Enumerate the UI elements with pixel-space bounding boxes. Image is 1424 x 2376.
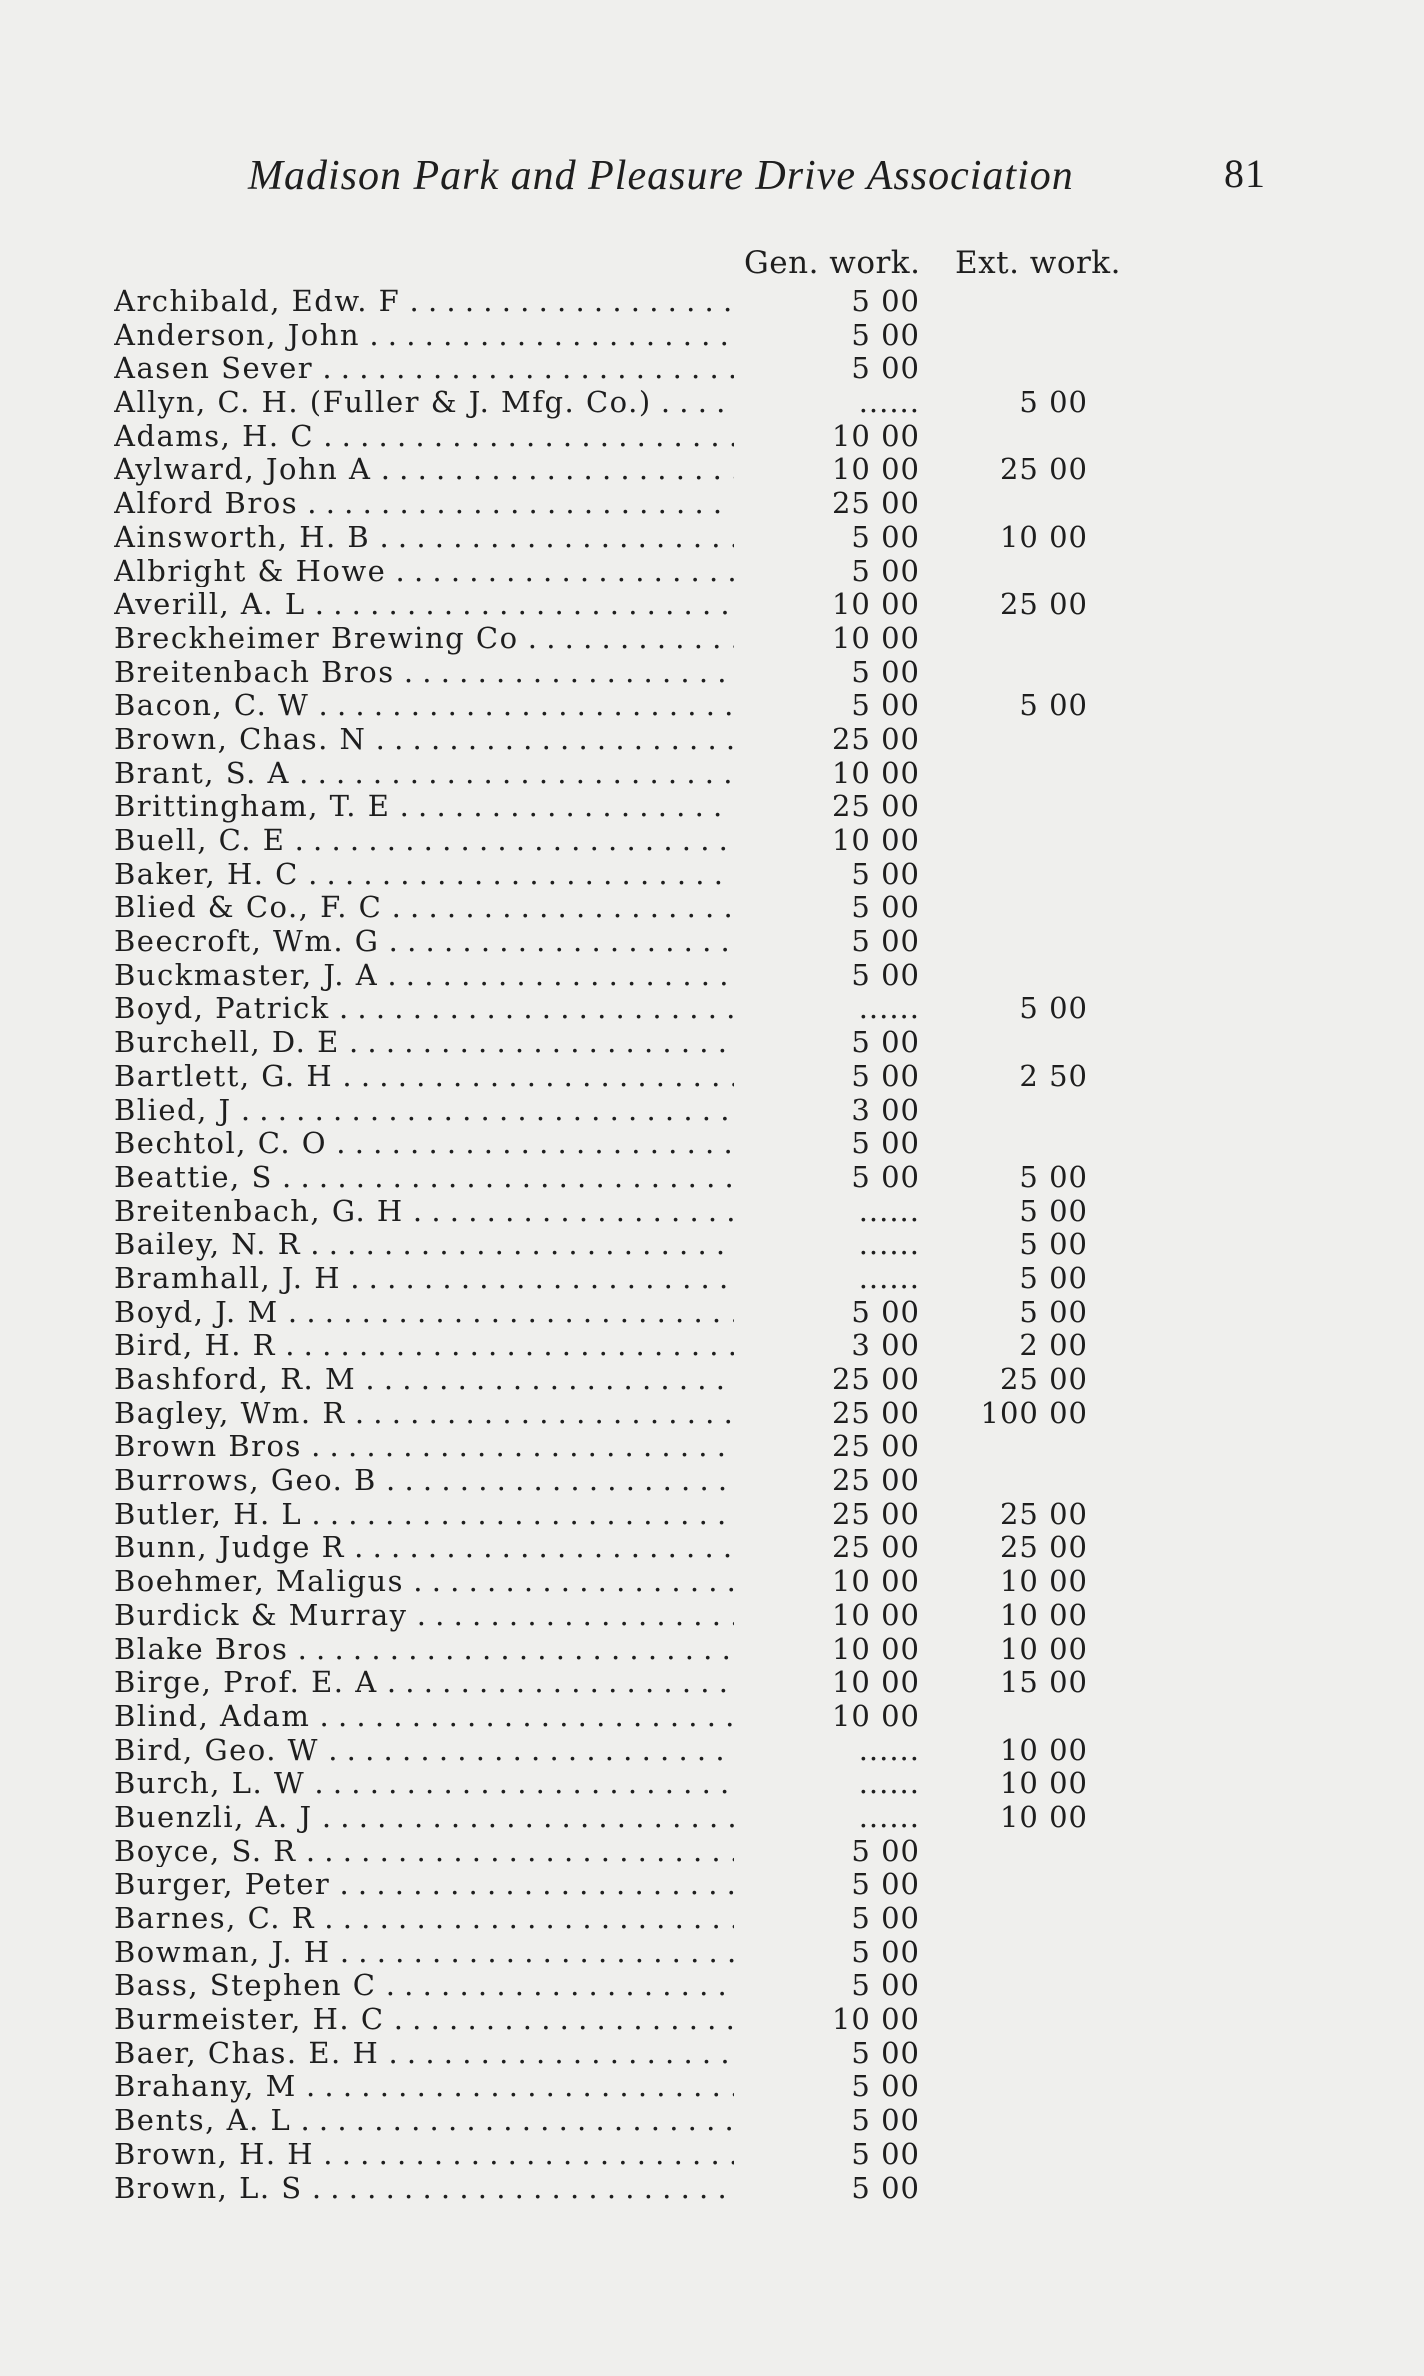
- extra-work-amount: 10 00: [999, 1597, 1088, 1632]
- subscriber-name: [114, 1800, 734, 1834]
- list-item: [0, 2137, 1424, 2171]
- subscriber-name-text: Alford Bros: [114, 486, 299, 521]
- general-work-amount: 5 00: [851, 1833, 920, 1868]
- subscriber-name-text: Baer, Chas. E. H: [114, 2035, 380, 2070]
- subscriber-name: [114, 1834, 734, 1868]
- general-work-amount: 5 00: [851, 856, 920, 891]
- subscriber-name-text: Butler, H. L: [114, 1496, 303, 1531]
- list-item: [0, 1093, 1424, 1127]
- general-work-amount: 5 00: [851, 2170, 920, 2205]
- list-item: [0, 1328, 1424, 1362]
- subscriber-name-text: Adams, H. C: [114, 418, 315, 453]
- general-work-amount: 5 00: [851, 2103, 920, 2138]
- list-item: [0, 1699, 1424, 1733]
- subscriber-name-text: Aylward, John A: [114, 452, 372, 487]
- list-item: [0, 1396, 1424, 1430]
- general-work-amount: ......: [858, 1799, 920, 1834]
- subscriber-name: [114, 1935, 734, 1969]
- list-item: [0, 1867, 1424, 1901]
- subscriber-name-text: Allyn, C. H. (Fuller & J. Mfg. Co.): [114, 385, 652, 420]
- page-number: 81: [1224, 151, 1266, 196]
- subscriber-name: [114, 1564, 734, 1598]
- subscriber-name: [114, 890, 734, 924]
- subscriber-name-text: Brown, Chas. N: [114, 721, 367, 756]
- list-item: [0, 520, 1424, 554]
- subscriber-name: [114, 486, 734, 520]
- subscriber-name-text: Burger, Peter: [114, 1867, 331, 1902]
- subscriber-name-text: Beecroft, Wm. G: [114, 924, 380, 959]
- list-item: [0, 1632, 1424, 1666]
- list-item: [0, 621, 1424, 655]
- subscriber-name-text: Buckmaster, J. A: [114, 957, 379, 992]
- general-work-amount: 5 00: [851, 1934, 920, 1969]
- general-work-amount: 25 00: [831, 721, 920, 756]
- list-item: [0, 1160, 1424, 1194]
- subscriber-name-text: Burch, L. W: [114, 1766, 306, 1801]
- general-work-amount: 5 00: [851, 351, 920, 386]
- subscriber-name: [114, 318, 734, 352]
- subscriber-name: [114, 1328, 734, 1362]
- subscriber-name-text: Bass, Stephen C: [114, 1968, 377, 2003]
- extra-work-amount: 25 00: [999, 1530, 1088, 1565]
- list-item: [0, 1227, 1424, 1261]
- running-header-title: Madison Park and Pleasure Drive Association: [248, 153, 1074, 199]
- subscriber-name-text: Brant, S. A: [114, 755, 290, 790]
- general-work-amount: ......: [858, 1732, 920, 1767]
- subscriber-name-text: Brown Bros: [114, 1429, 302, 1464]
- list-item: [0, 1194, 1424, 1228]
- subscriber-name: [114, 1126, 734, 1160]
- general-work-amount: 25 00: [831, 1530, 920, 1565]
- subscriber-name: [114, 924, 734, 958]
- subscriber-name: [114, 554, 734, 588]
- list-item: [0, 1295, 1424, 1329]
- general-work-amount: 5 00: [851, 1159, 920, 1194]
- subscriber-name: [114, 2036, 734, 2070]
- subscriber-name: [114, 1396, 734, 1430]
- extra-work-amount: 15 00: [999, 1665, 1088, 1700]
- general-work-amount: 25 00: [831, 1463, 920, 1498]
- subscriber-name: [114, 587, 734, 621]
- general-work-amount: 3 00: [851, 1092, 920, 1127]
- general-work-amount: ......: [858, 1193, 920, 1228]
- subscriber-name: [114, 991, 734, 1025]
- general-work-amount: 25 00: [831, 1496, 920, 1531]
- subscriber-name: [114, 351, 734, 385]
- extra-work-amount: 25 00: [999, 1362, 1088, 1396]
- subscriber-name: [114, 621, 734, 655]
- subscriber-name: [114, 2137, 734, 2171]
- general-work-amount: 5 00: [851, 688, 920, 723]
- list-item: [0, 1598, 1424, 1632]
- extra-work-amount: 5 00: [1019, 1193, 1088, 1228]
- general-work-amount: 25 00: [831, 1395, 920, 1430]
- general-work-amount: 25 00: [831, 1429, 920, 1464]
- extra-work-amount: 100 00: [980, 1395, 1088, 1430]
- list-item: [0, 2036, 1424, 2070]
- subscriber-name: [114, 1025, 734, 1059]
- subscriber-name-text: Boyce, S. R: [114, 1833, 297, 1868]
- list-item: [0, 385, 1424, 419]
- subscriber-name: [114, 958, 734, 992]
- list-item: [0, 688, 1424, 722]
- subscriber-name: [114, 1059, 734, 1093]
- subscriber-name-text: Burmeister, H. C: [114, 2002, 385, 2037]
- list-item: [0, 722, 1424, 756]
- list-item: [0, 2171, 1424, 2205]
- extra-work-amount: 5 00: [1019, 1159, 1088, 1194]
- subscriber-name: [114, 1295, 734, 1329]
- subscriber-name: [114, 1160, 734, 1194]
- general-work-amount: 10 00: [831, 1631, 920, 1666]
- list-item: [0, 1126, 1424, 1160]
- subscriber-name-text: Burdick & Murray: [114, 1597, 408, 1632]
- extra-work-amount: 5 00: [1019, 385, 1088, 420]
- general-work-amount: 10 00: [831, 755, 920, 790]
- general-work-amount: 5 00: [851, 924, 920, 959]
- general-work-amount: 10 00: [831, 1698, 920, 1733]
- general-work-amount: 5 00: [851, 2136, 920, 2171]
- column-header-general-work: Gen. work.: [744, 245, 921, 281]
- subscriber-name-text: Bird, Geo. W: [114, 1732, 319, 1767]
- list-item: [0, 1025, 1424, 1059]
- list-item: [0, 554, 1424, 588]
- general-work-amount: 10 00: [831, 1564, 920, 1599]
- subscriber-name: [114, 1530, 734, 1564]
- general-work-amount: ......: [858, 1766, 920, 1801]
- subscriber-name-text: Burchell, D. E: [114, 1025, 340, 1060]
- list-item: [0, 1935, 1424, 1969]
- subscriber-name-text: Bailey, N. R: [114, 1227, 302, 1262]
- general-work-amount: 5 00: [851, 2035, 920, 2070]
- list-item: [0, 823, 1424, 857]
- subscriber-name: [114, 452, 734, 486]
- list-item: [0, 857, 1424, 891]
- subscriber-name: [114, 1093, 734, 1127]
- subscriber-name-text: Blied, J: [114, 1092, 232, 1127]
- subscriber-name: [114, 2103, 734, 2137]
- subscriber-name-text: Bechtol, C. O: [114, 1126, 328, 1161]
- subscriber-name-text: Bramhall, J. H: [114, 1260, 342, 1295]
- list-item: [0, 1429, 1424, 1463]
- general-work-amount: 5 00: [851, 1901, 920, 1935]
- extra-work-amount: 10 00: [999, 1732, 1088, 1767]
- list-item: [0, 284, 1424, 318]
- extra-work-amount: 5 00: [1019, 991, 1088, 1026]
- list-item: [0, 655, 1424, 689]
- extra-work-amount: 5 00: [1019, 1294, 1088, 1329]
- subscriber-name-text: Barnes, C. R: [114, 1901, 316, 1935]
- subscriber-name-text: Anderson, John: [114, 317, 361, 352]
- subscriber-name-text: Birge, Prof. E. A: [114, 1665, 378, 1700]
- general-work-amount: ......: [858, 1227, 920, 1262]
- list-item: [0, 318, 1424, 352]
- subscriber-name-text: Beattie, S: [114, 1159, 273, 1194]
- subscriber-name-text: Bagley, Wm. R: [114, 1395, 346, 1430]
- list-item: [0, 452, 1424, 486]
- general-work-amount: 5 00: [851, 519, 920, 554]
- extra-work-amount: 5 00: [1019, 1227, 1088, 1262]
- list-item: [0, 351, 1424, 385]
- general-work-amount: 10 00: [831, 418, 920, 453]
- subscriber-name-text: Bunn, Judge R: [114, 1530, 345, 1565]
- list-item: [0, 1901, 1424, 1935]
- subscriber-name: [114, 1968, 734, 2002]
- subscriber-name: [114, 688, 734, 722]
- list-item: [0, 2002, 1424, 2036]
- subscriber-name-text: Bashford, R. M: [114, 1362, 357, 1396]
- extra-work-amount: 10 00: [999, 1799, 1088, 1834]
- general-work-amount: 5 00: [851, 317, 920, 352]
- list-item: [0, 1497, 1424, 1531]
- general-work-amount: 5 00: [851, 890, 920, 925]
- subscriber-name-text: Bartlett, G. H: [114, 1058, 334, 1093]
- general-work-amount: 10 00: [831, 2002, 920, 2037]
- general-work-amount: 5 00: [851, 1867, 920, 1902]
- list-item: [0, 756, 1424, 790]
- list-item: [0, 991, 1424, 1025]
- list-item: [0, 1968, 1424, 2002]
- extra-work-amount: 2 50: [1019, 1058, 1088, 1093]
- general-work-amount: 10 00: [831, 587, 920, 622]
- list-item: [0, 1766, 1424, 1800]
- list-item: [0, 1564, 1424, 1598]
- extra-work-amount: 5 00: [1019, 688, 1088, 723]
- general-work-amount: 10 00: [831, 620, 920, 655]
- subscriber-name: [114, 284, 734, 318]
- subscriber-name-text: Brahany, M: [114, 2069, 297, 2104]
- general-work-amount: 10 00: [831, 823, 920, 857]
- subscriber-name: [114, 857, 734, 891]
- list-item: [0, 1362, 1424, 1396]
- general-work-amount: 25 00: [831, 486, 920, 521]
- subscriber-name: [114, 2069, 734, 2103]
- general-work-amount: 5 00: [851, 1294, 920, 1329]
- subscriber-name-text: Ainsworth, H. B: [114, 519, 371, 554]
- general-work-amount: 10 00: [831, 452, 920, 487]
- list-item: [0, 1463, 1424, 1497]
- list-item: [0, 1261, 1424, 1295]
- list-item: [0, 1059, 1424, 1093]
- subscriber-name: [114, 1362, 734, 1396]
- subscriber-name-text: Boyd, J. M: [114, 1294, 279, 1329]
- subscriber-name: [114, 2171, 734, 2205]
- general-work-amount: 5 00: [851, 1126, 920, 1161]
- general-work-amount: 10 00: [831, 1597, 920, 1632]
- subscriber-name: [114, 1598, 734, 1632]
- subscriber-name-text: Aasen Sever: [114, 351, 314, 386]
- subscriber-name-text: Breitenbach, G. H: [114, 1193, 404, 1228]
- subscriber-name: [114, 722, 734, 756]
- subscriber-name-text: Boyd, Patrick: [114, 991, 330, 1026]
- extra-work-amount: 10 00: [999, 519, 1088, 554]
- subscriber-name: [114, 1867, 734, 1901]
- general-work-amount: 5 00: [851, 654, 920, 689]
- subscriber-name: [114, 1463, 734, 1497]
- extra-work-amount: 10 00: [999, 1631, 1088, 1666]
- extra-work-amount: 25 00: [999, 452, 1088, 487]
- general-work-amount: 5 00: [851, 1058, 920, 1093]
- subscriber-name-text: Brown, H. H: [114, 2136, 315, 2171]
- subscriber-name-text: Albright & Howe: [114, 553, 387, 588]
- subscriber-name: [114, 1733, 734, 1767]
- subscriber-name: [114, 1227, 734, 1261]
- extra-work-amount: 2 00: [1019, 1328, 1088, 1363]
- subscriber-name: [114, 1497, 734, 1531]
- subscriber-name-text: Boehmer, Maligus: [114, 1564, 405, 1599]
- list-item: [0, 789, 1424, 823]
- general-work-amount: 5 00: [851, 2069, 920, 2104]
- subscriber-name: [114, 1665, 734, 1699]
- general-work-amount: ......: [858, 1260, 920, 1295]
- list-item: [0, 1530, 1424, 1564]
- subscriber-name-text: Blied & Co., F. C: [114, 890, 383, 925]
- subscriber-name: [114, 1261, 734, 1295]
- column-header-extra-work: Ext. work.: [955, 245, 1121, 281]
- list-item: [0, 890, 1424, 924]
- list-item: [0, 1834, 1424, 1868]
- extra-work-amount: 25 00: [999, 1496, 1088, 1531]
- subscriber-name: [114, 1901, 734, 1935]
- subscriber-name-text: Blake Bros: [114, 1631, 289, 1666]
- general-work-amount: 25 00: [831, 789, 920, 824]
- general-work-amount: 5 00: [851, 553, 920, 588]
- extra-work-amount: 10 00: [999, 1766, 1088, 1801]
- subscriber-name: [114, 1632, 734, 1666]
- subscriber-list: [0, 284, 1424, 2204]
- subscriber-name-text: Buenzli, A. J: [114, 1799, 313, 1834]
- subscriber-name: [114, 520, 734, 554]
- subscriber-name: [114, 1766, 734, 1800]
- subscriber-name-text: Bird, H. R: [114, 1328, 277, 1363]
- subscriber-name-text: Blind, Adam: [114, 1698, 311, 1733]
- subscriber-name-text: Brown, L. S: [114, 2170, 303, 2205]
- general-work-amount: ......: [858, 385, 920, 420]
- subscriber-name-text: Bowman, J. H: [114, 1934, 331, 1969]
- list-item: [0, 2069, 1424, 2103]
- list-item: [0, 958, 1424, 992]
- subscriber-name-text: Breitenbach Bros: [114, 654, 395, 689]
- subscriber-name: [114, 655, 734, 689]
- subscriber-name: [114, 385, 734, 419]
- subscriber-name: [114, 419, 734, 453]
- subscriber-name-text: Buell, C. E: [114, 823, 286, 857]
- general-work-amount: 5 00: [851, 957, 920, 992]
- list-item: [0, 1733, 1424, 1767]
- general-work-amount: 5 00: [851, 284, 920, 318]
- general-work-amount: 25 00: [831, 1362, 920, 1396]
- extra-work-amount: 5 00: [1019, 1260, 1088, 1295]
- subscriber-name-text: Baker, H. C: [114, 856, 299, 891]
- subscriber-name-text: Bacon, C. W: [114, 688, 310, 723]
- subscriber-name: [114, 2002, 734, 2036]
- general-work-amount: 3 00: [851, 1328, 920, 1363]
- general-work-amount: ......: [858, 991, 920, 1026]
- subscriber-name-text: Breckheimer Brewing Co: [114, 620, 519, 655]
- subscriber-name: [114, 756, 734, 790]
- subscriber-name: [114, 1429, 734, 1463]
- list-item: [0, 2103, 1424, 2137]
- subscriber-name: [114, 823, 734, 857]
- subscriber-name-text: Archibald, Edw. F: [114, 284, 401, 318]
- list-item: [0, 486, 1424, 520]
- subscriber-name: [114, 1194, 734, 1228]
- extra-work-amount: 10 00: [999, 1564, 1088, 1599]
- extra-work-amount: 25 00: [999, 587, 1088, 622]
- subscriber-name-text: Averill, A. L: [114, 587, 306, 622]
- list-item: [0, 419, 1424, 453]
- subscriber-name-text: Burrows, Geo. B: [114, 1463, 377, 1498]
- subscriber-name-text: Brittingham, T. E: [114, 789, 391, 824]
- list-item: [0, 1800, 1424, 1834]
- general-work-amount: 5 00: [851, 1025, 920, 1060]
- list-item: [0, 587, 1424, 621]
- subscriber-name: [114, 1699, 734, 1733]
- list-item: [0, 924, 1424, 958]
- general-work-amount: 5 00: [851, 1968, 920, 2003]
- subscriber-name-text: Bents, A. L: [114, 2103, 292, 2138]
- subscriber-name: [114, 789, 734, 823]
- general-work-amount: 10 00: [831, 1665, 920, 1700]
- list-item: [0, 1665, 1424, 1699]
